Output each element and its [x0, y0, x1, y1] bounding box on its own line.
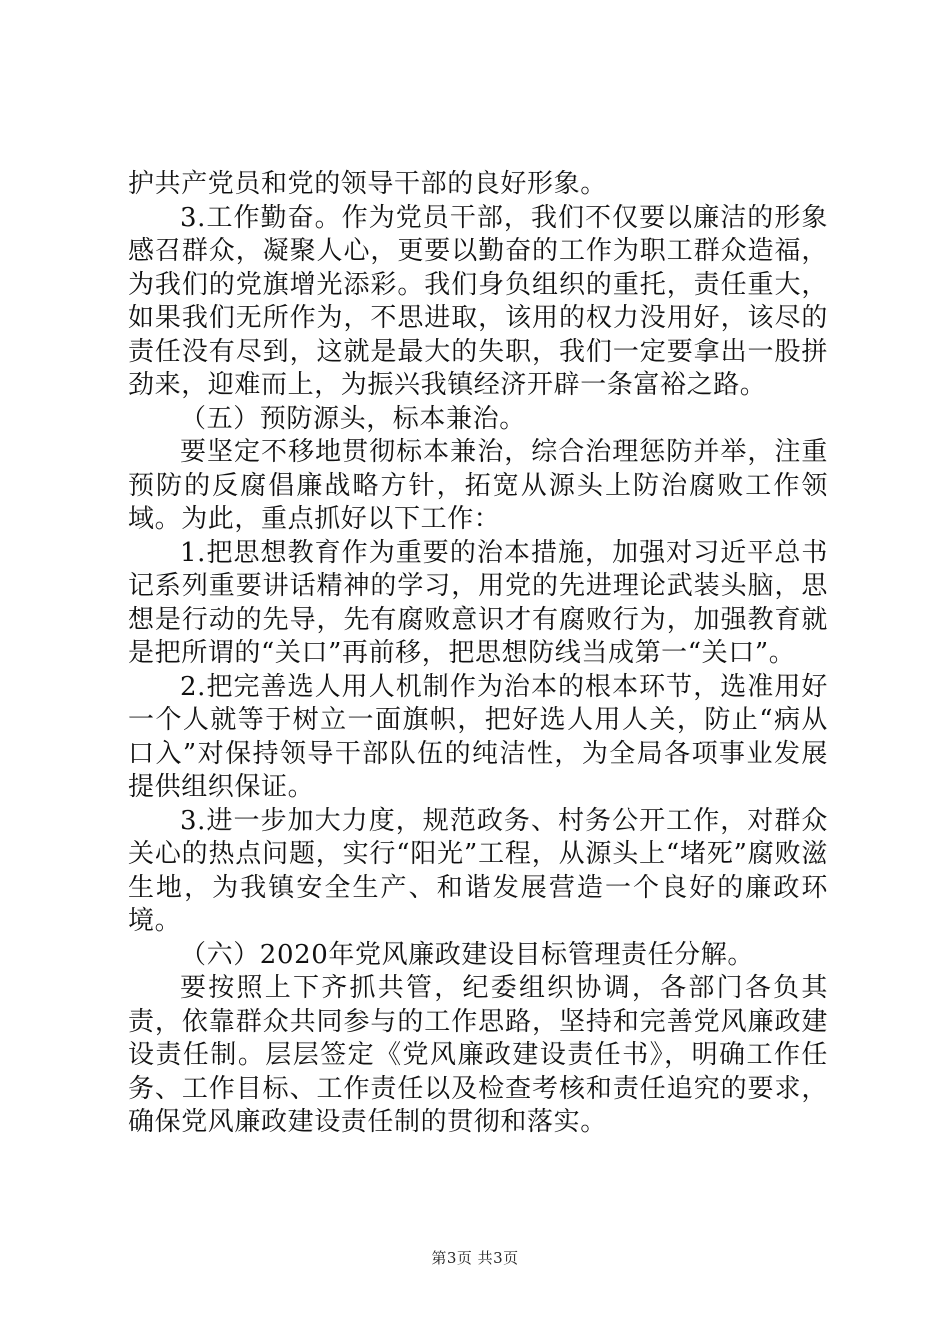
paragraph-item-1: 1.把思想教育作为重要的治本措施，加强对习近平总书记系列重要讲话精神的学习，用党的先进理论武装头脑，思想是行动的先导，先有腐败意识才有腐败行为，加强教育就是把所谓的“关口”再前移，把思想防线当成第一“关口”。: [128, 537, 828, 668]
paragraph-item-2: 2.把完善选人用人机制作为治本的根本环节，选准用好一个人就等于树立一面旗帜，把好选人用人关，防止“病从口入”对保持领导干部队伍的纯洁性，为全局各项事业发展提供组织保证。: [128, 671, 828, 802]
document-body: [128, 168, 828, 1140]
paragraph-responsibility: 要按照上下齐抓共管，纪委组织协调，各部门各负其责，依靠群众共同参与的工作思路，坚持和完善党风廉政建设责任制。层层签定《党风廉政建设责任书》，明确工作任务、工作目标、工作责任以及检查考核和责任追究的要求，确保党风廉政建设责任制的贯彻和落实。: [128, 973, 828, 1137]
page-number-footer: 第3页 共3页: [431, 1249, 519, 1267]
paragraph-item-3: 3.进一步加大力度，规范政务、村务公开工作，对群众关心的热点问题，实行“阳光”工程，从源头上“堵死”腐败滋生地，为我镇安全生产、和谐发展营造一个良好的廉政环境。: [128, 805, 828, 936]
paragraph-prevention-intro: 要坚定不移地贯彻标本兼治，综合治理惩防并举，注重预防的反腐倡廉战略方针，拓宽从源头上防治腐败工作领域。为此，重点抓好以下工作：: [128, 437, 828, 534]
paragraph-continuation: 护共产党员和党的领导干部的良好形象。: [128, 169, 607, 199]
section-heading-five: （五）预防源头，标本兼治。: [180, 403, 526, 434]
paragraph-work-diligence: 3.工作勤奋。作为党员干部，我们不仅要以廉洁的形象感召群众，凝聚人心，更要以勤奋的工作为职工群众造福，为我们的党旗增光添彩。我们身负组织的重托，责任重大，如果我们无所作为，不思进取，该用的权力没用好，该尽的责任没有尽到，这就是最大的失职，我们一定要拿出一股拼劲来，迎难而上，为振兴我镇经济开辟一条富裕之路。: [128, 202, 828, 400]
section-heading-six: （六）2020年党风廉政建设目标管理责任分解。: [180, 939, 754, 970]
